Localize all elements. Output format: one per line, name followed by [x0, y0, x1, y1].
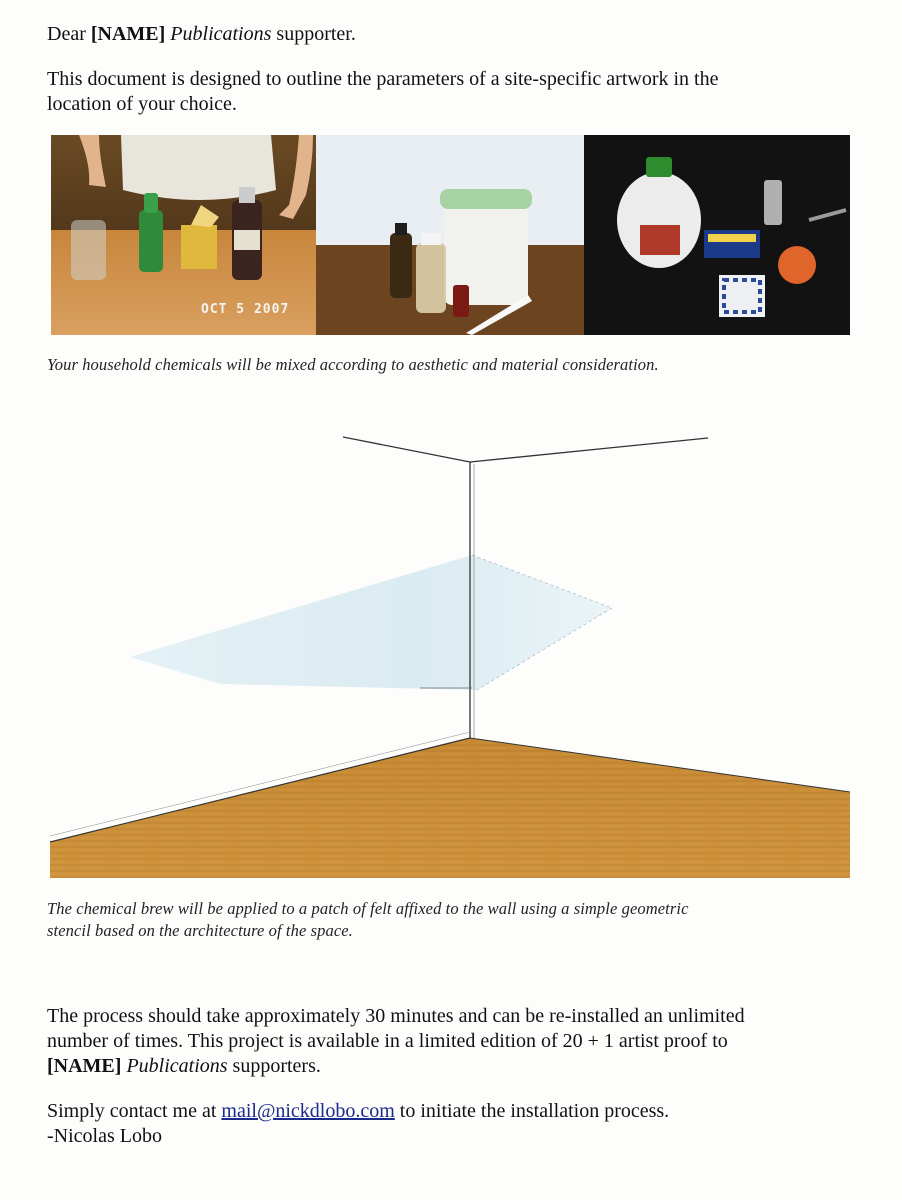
date-stamp: OCT 5 2007	[201, 302, 290, 317]
greeting-suffix: supporter.	[271, 23, 356, 45]
contact-paragraph	[47, 1099, 669, 1149]
contact-prefix: Simply contact me at	[47, 1100, 222, 1122]
floor	[50, 738, 850, 878]
intro-line-1: This document is designed to outline the parameters of a site-specific artwork in the	[47, 68, 719, 90]
process-line-2: number of times. This project is available in a limited edition of 20 + 1 artist proof to	[47, 1030, 728, 1052]
process-line-3-suffix: supporters.	[227, 1055, 321, 1077]
process-publications: Publications	[126, 1055, 228, 1077]
contact-suffix: to initiate the installation process.	[394, 1100, 670, 1122]
signature: -Nicolas Lobo	[47, 1125, 162, 1147]
photo-strip	[51, 135, 850, 335]
room-corner-illustration	[0, 420, 902, 890]
process-paragraph	[47, 1004, 745, 1079]
greeting	[47, 22, 356, 47]
greeting-publications: Publications	[170, 23, 272, 45]
intro-line-2: location of your choice.	[47, 93, 237, 115]
intro-paragraph	[47, 67, 718, 117]
caption-stencil-line-1: The chemical brew will be applied to a patch of felt affixed to the wall using a simple geometric	[47, 899, 689, 918]
email-link[interactable]: mail@nickdlobo.com	[221, 1100, 395, 1122]
caption-stencil	[47, 898, 689, 942]
caption-stencil-line-2: stencil based on the architecture of the space.	[47, 921, 353, 940]
felt-patch	[130, 555, 612, 690]
photo-cleaning-supplies	[584, 135, 850, 335]
process-name: [NAME]	[47, 1055, 122, 1077]
caption-chemicals: Your household chemicals will be mixed according to aesthetic and material consideration.	[47, 355, 659, 374]
greeting-prefix: Dear	[47, 23, 91, 45]
process-line-1: The process should take approximately 30 minutes and can be re-installed an unlimited	[47, 1005, 745, 1027]
photo-chemicals-container	[316, 135, 584, 335]
photo-mixing-bottles	[51, 135, 316, 335]
greeting-name: [NAME]	[90, 23, 166, 45]
